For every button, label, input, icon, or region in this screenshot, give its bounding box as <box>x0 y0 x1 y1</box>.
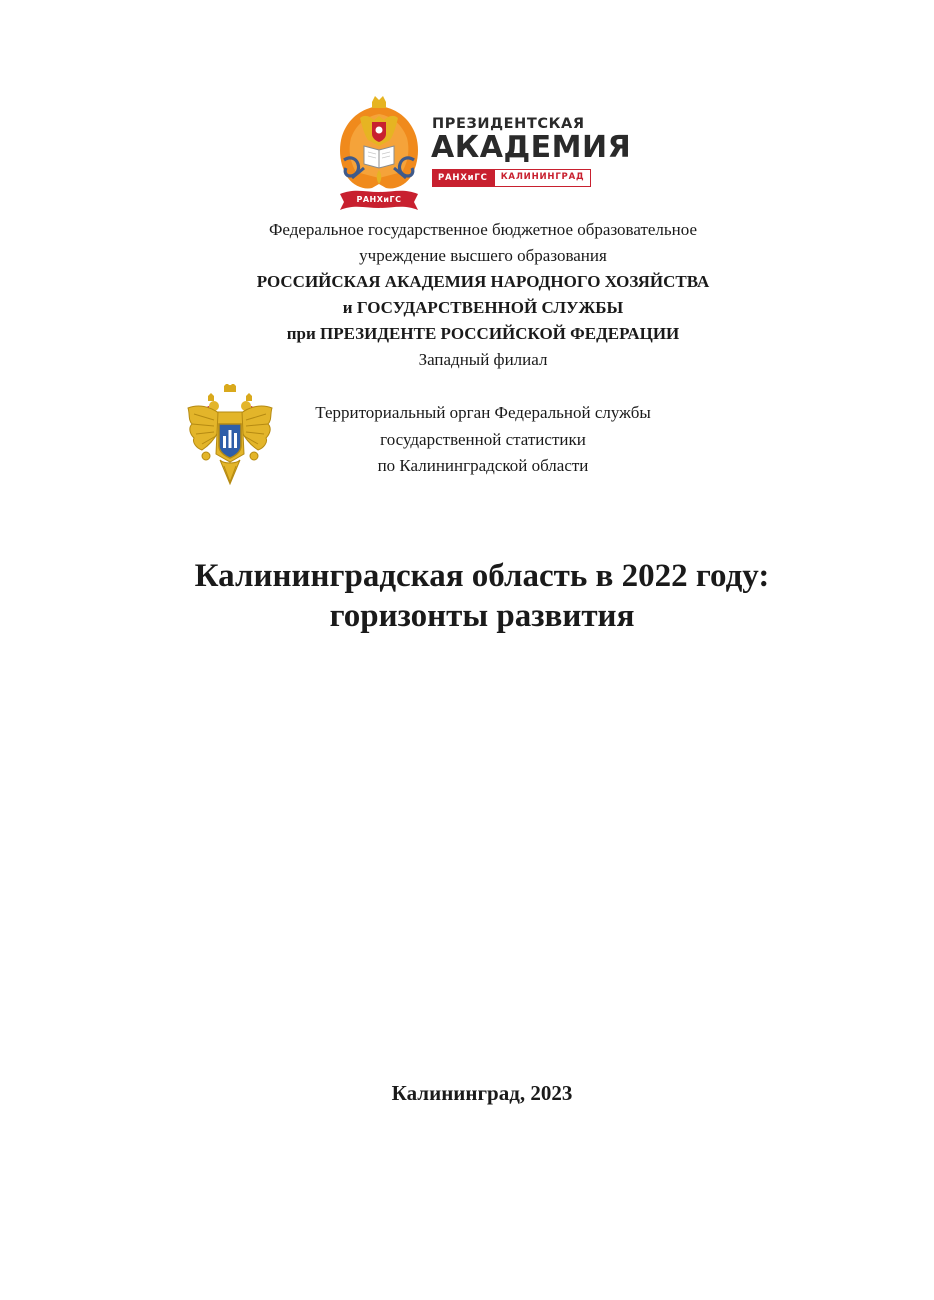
tag-ranepa: РАНХиГС <box>432 169 494 187</box>
wordmark-tags <box>432 169 602 187</box>
title-line-1: Калининградская область в 2022 году: <box>194 558 770 594</box>
wordmark-line-1: ПРЕЗИДЕНТСКАЯ <box>432 116 585 132</box>
institution-name <box>0 217 934 373</box>
imprint <box>0 1080 934 1106</box>
title-line-2: горизонты развития <box>329 598 635 634</box>
academy-logo <box>334 96 632 214</box>
branch-name: Западный филиал <box>418 350 548 369</box>
rosstat-name <box>283 400 683 480</box>
rosstat-line-2: государственной статистики <box>380 429 586 449</box>
institution-line-3: РОССИЙСКАЯ АКАДЕМИЯ НАРОДНОГО ХОЗЯЙСТВА <box>256 272 710 291</box>
institution-line-1: Федеральное государственное бюджетное образовательное <box>268 220 698 239</box>
institution-line-4: и ГОСУДАРСТВЕННОЙ СЛУЖБЫ <box>342 298 624 317</box>
institution-line-5: при ПРЕЗИДЕНТЕ РОССИЙСКОЙ ФЕДЕРАЦИИ <box>286 324 680 343</box>
place-and-year: Калининград, 2023 <box>391 1081 573 1105</box>
ribbon-text: РАНХиГС <box>356 195 402 204</box>
institution-line-2: учреждение высшего образования <box>359 246 607 265</box>
tag-kaliningrad: КАЛИНИНГРАД <box>494 169 592 187</box>
wordmark-line-2: АКАДЕМИЯ <box>431 130 632 165</box>
document-title <box>0 556 934 636</box>
rosstat-line-3: по Калининградской области <box>377 456 589 475</box>
double-headed-eagle-emblem-icon <box>184 384 276 488</box>
rosstat-line-1: Территориальный орган Федеральной службы <box>315 403 651 422</box>
academy-wordmark <box>431 116 632 187</box>
